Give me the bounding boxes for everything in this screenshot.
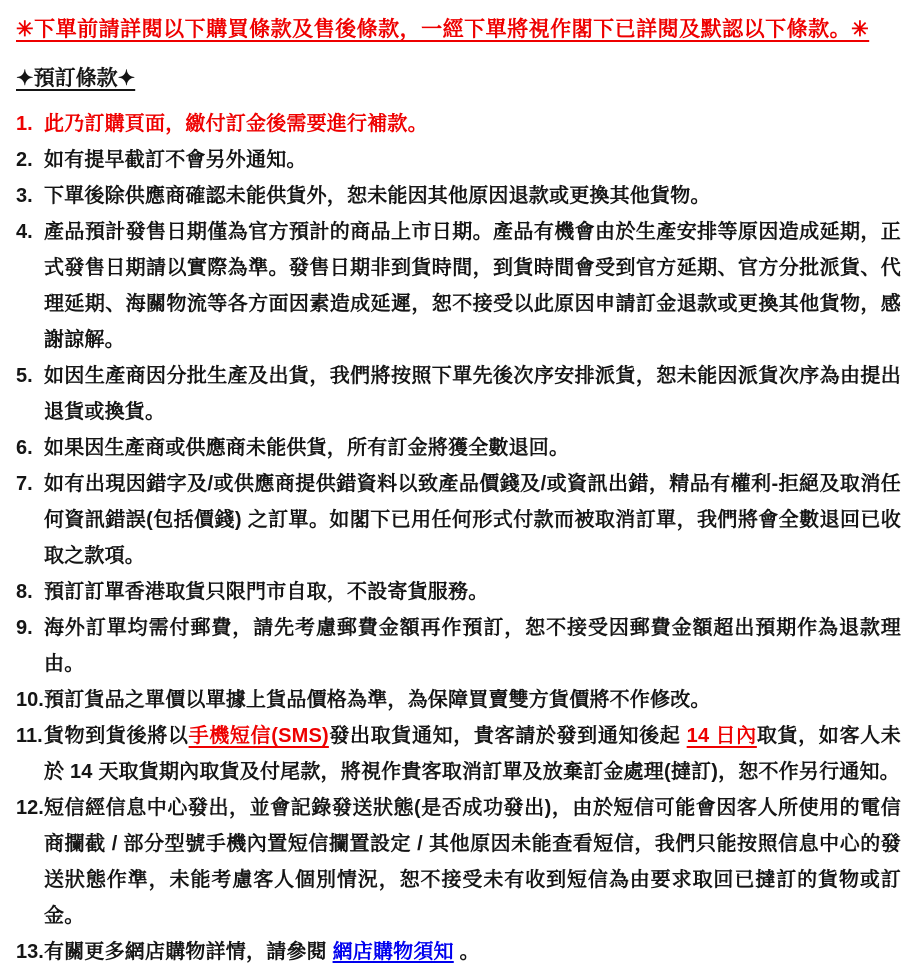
term-text-segment: 取貨，如客人未於 14 天取貨期內取貨及付尾款，將視作貴客取消訂單及放棄訂金處理(撻訂)，恕不作另行通知。	[44, 725, 901, 783]
term-text-segment: 預訂貨品之單價以單據上貨品價格為準，為保障買賣雙方貨價將不作修改。	[44, 689, 711, 711]
term-item-7	[16, 466, 901, 574]
term-number: 6.	[16, 437, 33, 459]
term-item-5	[16, 358, 901, 430]
term-item-6	[16, 430, 901, 466]
term-text	[44, 430, 901, 466]
term-text	[44, 682, 901, 718]
term-number: 2.	[16, 149, 33, 171]
highlighted-red-text: 14 日內	[686, 725, 757, 747]
term-number: 12.	[16, 797, 44, 819]
term-text-segment: 。	[453, 941, 480, 963]
term-item-2	[16, 142, 901, 178]
term-item-11	[16, 718, 901, 790]
term-number: 8.	[16, 581, 33, 603]
term-text	[44, 358, 901, 430]
term-item-4	[16, 214, 901, 358]
term-text	[44, 106, 901, 142]
term-text	[44, 790, 901, 934]
term-item-1	[16, 106, 901, 142]
term-text	[44, 142, 901, 178]
term-number: 3.	[16, 185, 33, 207]
term-text-segment: 如果因生產商或供應商未能供貨，所有訂金將獲全數退回。	[44, 437, 570, 459]
term-item-12	[16, 790, 901, 934]
term-text-segment: 如有出現因錯字及/或供應商提供錯資料以致產品價錢及/或資訊出錯，精品有權利-拒絕及取消任何資訊錯誤(包括價錢) 之訂單。如閣下已用任何形式付款而被取消訂單，我們將會全數退回已收取之款項。	[44, 473, 901, 567]
term-item-3	[16, 178, 901, 214]
term-text-segment: 產品預計發售日期僅為官方預計的商品上市日期。產品有機會由於生產安排等原因造成延期，正式發售日期請以實際為準。發售日期非到貨時間，到貨時間會受到官方延期、官方分批派貨、代理延期、海關物流等各方面因素造成延遲，恕不接受以此原因申請訂金退款或更換其他貨物，感謝諒解。	[44, 221, 901, 351]
terms-list	[16, 106, 901, 970]
term-item-10	[16, 682, 901, 718]
term-text	[44, 574, 901, 610]
term-text	[44, 718, 901, 790]
term-item-8	[16, 574, 901, 610]
online-store-shopping-notice-link[interactable]: 網店購物須知	[332, 941, 454, 963]
term-number: 1.	[16, 113, 33, 135]
term-text-segment: 如有提早截訂不會另外通知。	[44, 149, 307, 171]
warning-banner: ✳下單前請詳閱以下購買條款及售後條款，一經下單將視作閣下已詳閱及默認以下條款。✳	[16, 18, 870, 41]
term-number: 11.	[16, 725, 43, 747]
term-item-9	[16, 610, 901, 682]
term-text-segment: 此乃訂購頁面，繳付訂金後需要進行補款。	[44, 113, 428, 135]
term-number: 4.	[16, 221, 33, 243]
term-text	[44, 466, 901, 574]
term-text-segment: 預訂訂單香港取貨只限門市自取，不設寄貨服務。	[44, 581, 489, 603]
section-title: ✦預訂條款✦	[16, 67, 136, 90]
term-number: 10.	[16, 689, 44, 711]
term-number: 5.	[16, 365, 33, 387]
term-number: 13.	[16, 941, 44, 963]
term-text-segment: 如因生產商因分批生產及出貨，我們將按照下單先後次序安排派貨，恕未能因派貨次序為由提出退貨或換貨。	[44, 365, 901, 423]
term-text	[44, 934, 901, 970]
term-item-13	[16, 934, 901, 970]
term-text	[44, 178, 901, 214]
term-text-segment: 下單後除供應商確認未能供貨外，恕未能因其他原因退款或更換其他貨物。	[44, 185, 711, 207]
term-text-segment: 發出取貨通知，貴客請於發到通知後起	[328, 725, 687, 747]
term-number: 9.	[16, 617, 33, 639]
term-text	[44, 214, 901, 358]
highlighted-red-text: 手機短信(SMS)	[188, 725, 329, 747]
term-number: 7.	[16, 473, 33, 495]
term-text-segment: 貨物到貨後將以	[44, 725, 189, 747]
term-text-segment: 短信經信息中心發出，並會記錄發送狀態(是否成功發出)，由於短信可能會因客人所使用的電信商攔截 / 部分型號手機內置短信攔置設定 / 其他原因未能查看短信，我們只能按照信息中心的發送狀態作準，未能考慮客人個別情況，恕不接受未有收到短信為由要求取回已撻訂的貨物或訂金。	[44, 797, 901, 927]
term-text-segment: 海外訂單均需付郵費，請先考慮郵費金額再作預訂，恕不接受因郵費金額超出預期作為退款理由。	[44, 617, 901, 675]
term-text	[44, 610, 901, 682]
term-text-segment: 有關更多網店購物詳情，請參閱	[44, 941, 333, 963]
